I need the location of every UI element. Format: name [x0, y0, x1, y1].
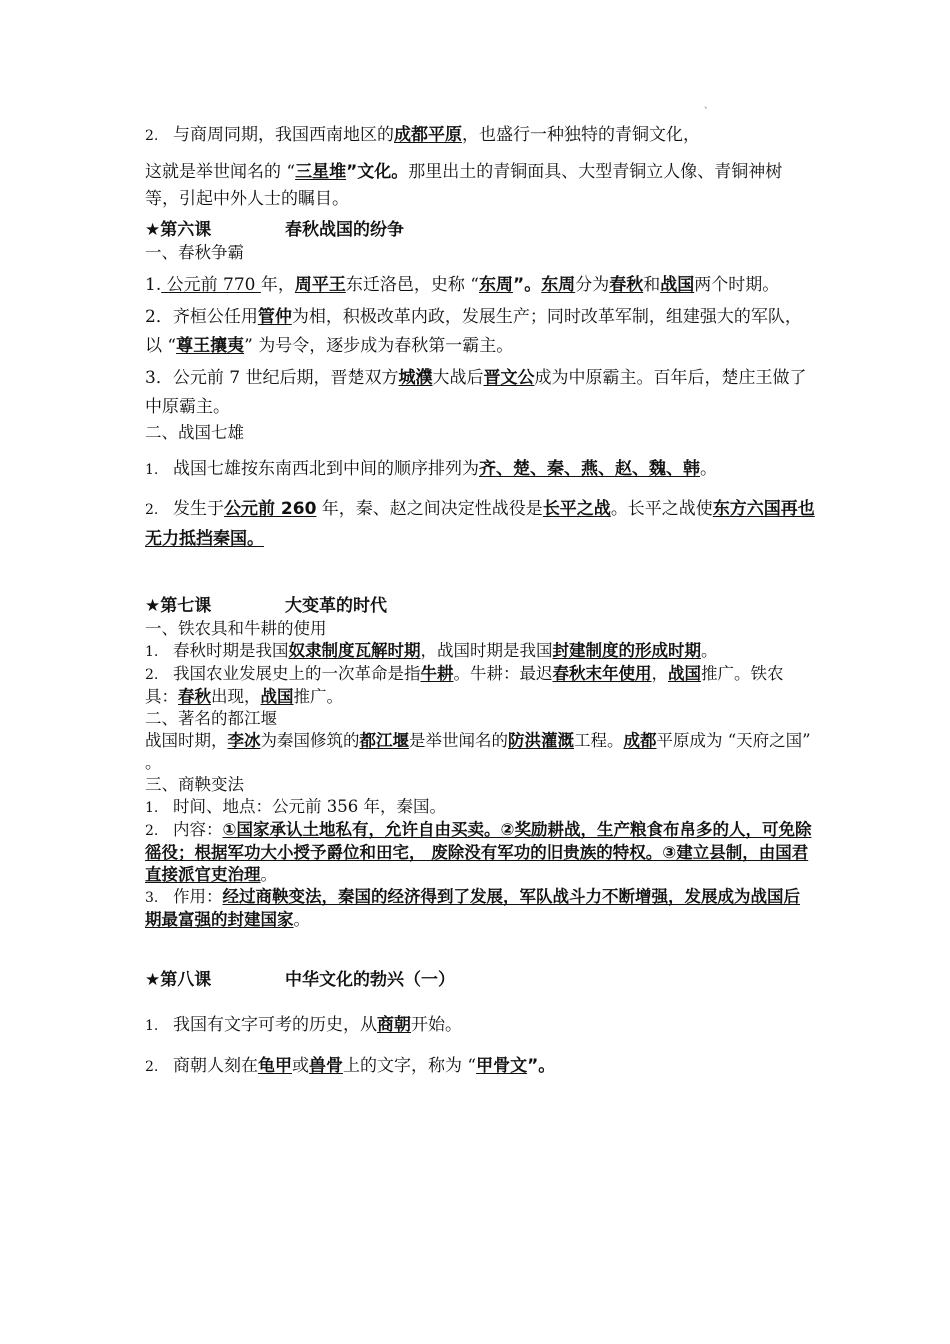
lesson-7-item-5: 2. 内容：①国家承认土地私有，允许自由买卖。②奖励耕战，生产粮食布帛多的人，可免除徭役；根据军功大小授予爵位和田宅， 废除没有军功的旧贵族的特权。③建立县制，由国君直接派官吏治理。 — [145, 820, 812, 884]
lesson-6-item-5: 2. 发生于公元前 260 年，秦、赵之间决定性战役是长平之战。长平之战使东方六国再也无力抵挡秦国。 — [145, 499, 815, 549]
lesson-7-item-1: 1. 春秋时期是我国奴隶制度瓦解时期，战国时期是我国封建制度的形成时期。 — [145, 641, 718, 660]
lesson-7-heading: ★第七课 大变革的时代 — [145, 596, 387, 616]
sanxingdui-line-2: 这就是举世闻名的 “三星堆”文化。那里出土的青铜面具、大型青铜立人像、青铜神树等，引起中外人士的瞩目。 — [145, 162, 783, 209]
lesson-8-heading: ★第八课 中华文化的勃兴（一） — [145, 970, 455, 990]
lesson-6-item-1: 1. 公元前 770 年，周平王东迁洛邑，史称 “东周”。东周分为春秋和战国两个时期。 — [145, 275, 780, 295]
lesson-6-item-3: 3．公元前 7 世纪后期，晋楚双方城濮大战后晋文公成为中原霸主。百年后，楚庄王做了中原霸主。 — [145, 368, 807, 417]
lesson-8-item-1: 1. 我国有文字可考的历史，从商朝开始。 — [145, 1015, 462, 1035]
lesson-8-section — [145, 968, 815, 1082]
lesson-7-item-4: 1. 时间、地点：公元前 356 年，秦国。 — [145, 797, 446, 816]
lesson-6-sub-1: 一、春秋争霸 — [145, 243, 244, 262]
lesson-7-sub-2: 二、著名的都江堰 — [145, 709, 277, 728]
lesson-6-sub-2: 二、战国七雄 — [145, 423, 244, 442]
lesson-7-sub-3: 三、商鞅变法 — [145, 775, 244, 794]
lesson-7-section — [145, 594, 815, 931]
lesson-6-item-4: 1. 战国七雄按东南西北到中间的顺序排列为齐、楚、秦、燕、赵、魏、韩。 — [145, 459, 717, 479]
stray-mark: 、 — [704, 101, 714, 111]
sanxingdui-line-1: 2. 与商周同期，我国西南地区的成都平原，也盛行一种独特的青铜文化， — [145, 125, 700, 145]
lesson-7-item-6: 3. 作用：经过商鞅变法，秦国的经济得到了发展，军队战斗力不断增强，发展成为战国后期最富强的封建国家。 — [145, 887, 800, 929]
sanxingdui-paragraph — [145, 120, 815, 213]
lesson-7-sub-1: 一、铁农具和牛耕的使用 — [145, 619, 327, 638]
lesson-8-item-2: 2. 商朝人刻在龟甲或兽骨上的文字，称为 “甲骨文”。 — [145, 1056, 556, 1076]
lesson-6-item-2: 2．齐桓公任用管仲为相，积极改革内政，发展生产；同时改革军制，组建强大的军队，以 “尊王攘夷” 为号令，逐步成为春秋第一霸主。 — [145, 307, 802, 356]
lesson-6-heading: ★第六课 春秋战国的纷争 — [145, 220, 404, 240]
lesson-7-item-2: 2. 我国农业发展史上的一次革命是指牛耕。牛耕：最迟春秋末年使用，战国推广。铁农具：春秋出现，战国推广。 — [145, 664, 784, 706]
lesson-6-section — [145, 218, 815, 554]
lesson-7-item-3: 战国时期，李冰为秦国修筑的都江堰是举世闻名的防洪灌溉工程。成都平原成为 “天府之国” 。 — [145, 731, 811, 772]
